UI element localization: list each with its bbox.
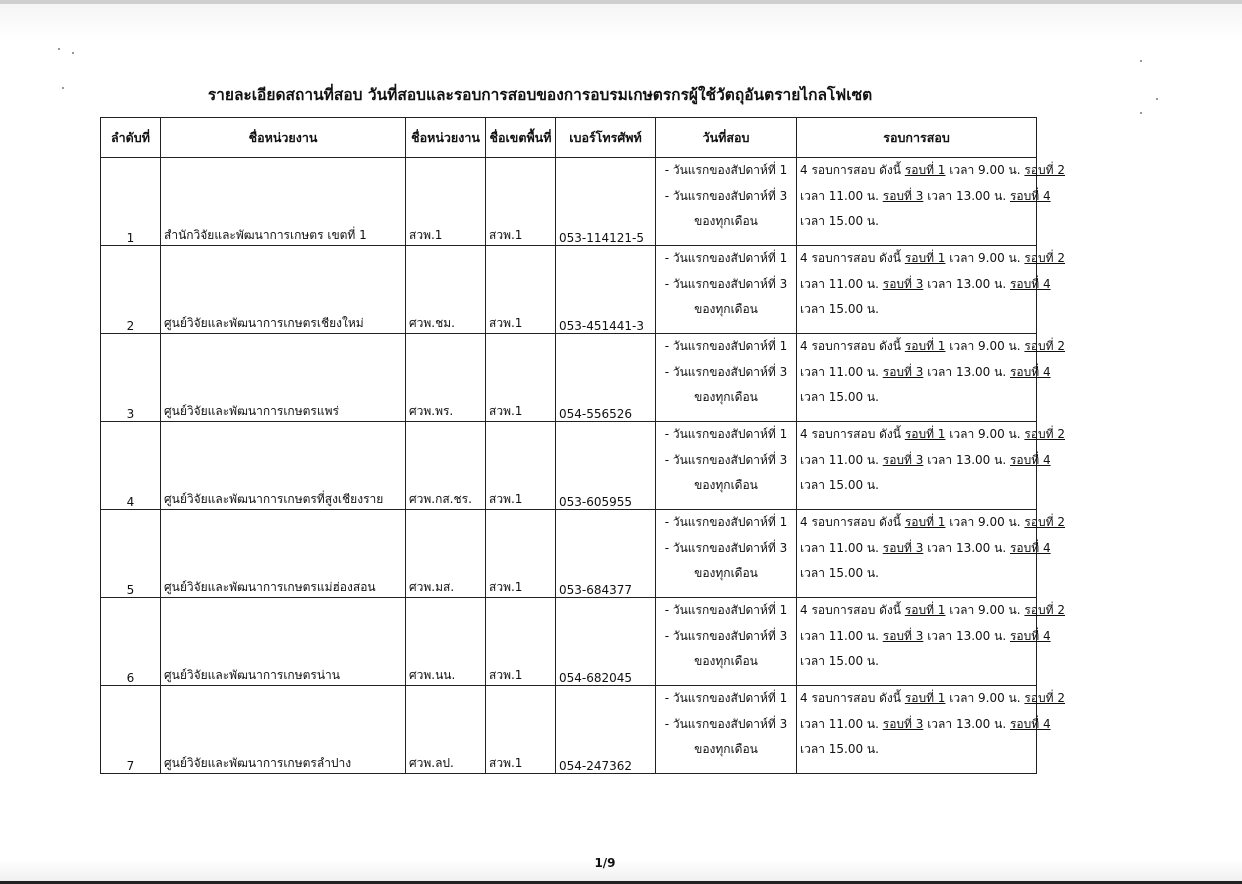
row-number: 5 xyxy=(101,510,161,598)
round-4-time: เวลา 15.00 น. xyxy=(800,478,879,492)
scan-speck xyxy=(58,48,60,50)
rounds-intro: 4 รอบการสอบ ดังนี้ xyxy=(800,515,905,529)
agency-abbr: ศวพ.ลป. xyxy=(406,686,486,774)
round-2-label: รอบที่ 2 xyxy=(1024,163,1066,177)
rounds-line-3 xyxy=(800,385,1033,411)
table-row xyxy=(101,510,1037,598)
exam-schedule-table xyxy=(100,117,1066,774)
rounds-line-1 xyxy=(800,510,1066,536)
agency-name: ศูนย์วิจัยและพัฒนาการเกษตรแม่ฮ่องสอน xyxy=(161,510,406,598)
round-1-time: เวลา 9.00 น. xyxy=(945,427,1025,441)
exam-date-line: - วันแรกของสัปดาห์ที่ 1 xyxy=(664,427,788,441)
round-4-label: รอบที่ 4 xyxy=(1009,364,1051,379)
round-1-time: เวลา 9.00 น. xyxy=(945,251,1025,265)
exam-date-line: - วันแรกของสัปดาห์ที่ 1 xyxy=(664,603,788,617)
rounds-line-2 xyxy=(800,712,1051,738)
round-1-label: รอบที่ 1 xyxy=(904,515,946,529)
rounds-line-1 xyxy=(800,598,1066,624)
rounds-line-1 xyxy=(800,334,1066,360)
round-2-label: รอบที่ 2 xyxy=(1024,603,1066,617)
phone-number: 053-114121-5 xyxy=(556,158,656,246)
zone-name: สวพ.1 xyxy=(486,598,556,686)
rounds-line-3 xyxy=(800,297,1033,323)
round-4-time: เวลา 15.00 น. xyxy=(800,742,879,756)
round-3-time: เวลา 13.00 น. xyxy=(923,188,1010,203)
row-number: 4 xyxy=(101,422,161,510)
round-2-time: เวลา 11.00 น. xyxy=(800,188,883,203)
agency-abbr: สวพ.1 xyxy=(406,158,486,246)
rounds-intro: 4 รอบการสอบ ดังนี้ xyxy=(800,603,905,617)
agency-abbr: ศวพ.พร. xyxy=(406,334,486,422)
table-row xyxy=(101,686,1037,774)
exam-rounds xyxy=(797,334,1066,422)
exam-date-line: - วันแรกของสัปดาห์ที่ 1 xyxy=(664,691,788,705)
row-number: 7 xyxy=(101,686,161,774)
table-row xyxy=(101,158,1037,246)
exam-date xyxy=(656,158,797,246)
round-3-time: เวลา 13.00 น. xyxy=(923,628,1010,643)
rounds-line-1 xyxy=(800,686,1066,712)
exam-rounds xyxy=(797,510,1066,598)
exam-rounds xyxy=(797,598,1066,686)
exam-date-line: - วันแรกของสัปดาห์ที่ 3 xyxy=(664,276,788,291)
exam-rounds xyxy=(797,246,1066,334)
header-agency: ชื่อหน่วยงาน xyxy=(161,118,406,158)
round-2-label: รอบที่ 2 xyxy=(1024,691,1066,705)
table-row xyxy=(101,422,1037,510)
round-2-time: เวลา 11.00 น. xyxy=(800,540,883,555)
round-3-time: เวลา 13.00 น. xyxy=(923,540,1010,555)
round-3-time: เวลา 13.00 น. xyxy=(923,716,1010,731)
rounds-line-3 xyxy=(800,737,1033,763)
round-1-label: รอบที่ 1 xyxy=(904,163,946,177)
scan-speck xyxy=(1140,112,1142,114)
round-1-label: รอบที่ 1 xyxy=(904,603,946,617)
exam-rounds xyxy=(797,686,1066,774)
round-3-label: รอบที่ 3 xyxy=(882,716,924,731)
table-row xyxy=(101,246,1037,334)
exam-date-line: - วันแรกของสัปดาห์ที่ 3 xyxy=(664,364,788,379)
header-exam-date: วันที่สอบ xyxy=(656,118,797,158)
exam-date xyxy=(656,422,797,510)
zone-name: สวพ.1 xyxy=(486,686,556,774)
row-number: 3 xyxy=(101,334,161,422)
zone-name: สวพ.1 xyxy=(486,334,556,422)
document-title: รายละเอียดสถานที่สอบ วันที่สอบและรอบการสอบของการอบรมเกษตรกรผู้ใช้วัตถุอันตรายไกลโฟเซต xyxy=(207,86,873,104)
exam-date xyxy=(656,598,797,686)
round-1-label: รอบที่ 1 xyxy=(904,251,946,265)
exam-date-line: - วันแรกของสัปดาห์ที่ 1 xyxy=(664,251,788,265)
phone-number: 054-556526 xyxy=(556,334,656,422)
agency-name: ศูนย์วิจัยและพัฒนาการเกษตรเชียงใหม่ xyxy=(161,246,406,334)
row-number: 2 xyxy=(101,246,161,334)
header-no: ลำดับที่ xyxy=(101,118,161,158)
rounds-line-2 xyxy=(800,448,1051,474)
exam-date-line: ของทุกเดือน xyxy=(694,742,758,756)
exam-date-line: ของทุกเดือน xyxy=(694,654,758,668)
exam-date-line: - วันแรกของสัปดาห์ที่ 3 xyxy=(664,188,788,203)
round-4-time: เวลา 15.00 น. xyxy=(800,302,879,316)
round-2-time: เวลา 11.00 น. xyxy=(800,716,883,731)
agency-abbr: ศวพ.นน. xyxy=(406,598,486,686)
exam-rounds xyxy=(797,158,1066,246)
rounds-line-1 xyxy=(800,246,1066,272)
round-2-label: รอบที่ 2 xyxy=(1024,427,1066,441)
rounds-intro: 4 รอบการสอบ ดังนี้ xyxy=(800,427,905,441)
agency-name: ศูนย์วิจัยและพัฒนาการเกษตรลำปาง xyxy=(161,686,406,774)
zone-name: สวพ.1 xyxy=(486,510,556,598)
round-2-label: รอบที่ 2 xyxy=(1024,339,1066,353)
phone-number: 053-605955 xyxy=(556,422,656,510)
round-4-label: รอบที่ 4 xyxy=(1009,540,1051,555)
rounds-line-2 xyxy=(800,624,1051,650)
header-agency-abbr: ชื่อหน่วยงาน xyxy=(406,118,486,158)
row-number: 1 xyxy=(101,158,161,246)
zone-name: สวพ.1 xyxy=(486,158,556,246)
round-1-label: รอบที่ 1 xyxy=(904,691,946,705)
round-3-label: รอบที่ 3 xyxy=(882,540,924,555)
round-4-time: เวลา 15.00 น. xyxy=(800,214,879,228)
round-4-time: เวลา 15.00 น. xyxy=(800,566,879,580)
phone-number: 054-247362 xyxy=(556,686,656,774)
rounds-intro: 4 รอบการสอบ ดังนี้ xyxy=(800,691,905,705)
rounds-line-2 xyxy=(800,272,1051,298)
header-zone: ชื่อเขตพื้นที่ xyxy=(486,118,556,158)
exam-rounds xyxy=(797,422,1066,510)
scan-speck xyxy=(62,87,64,89)
exam-date-line: - วันแรกของสัปดาห์ที่ 3 xyxy=(664,628,788,643)
round-4-label: รอบที่ 4 xyxy=(1009,276,1051,291)
round-4-time: เวลา 15.00 น. xyxy=(800,390,879,404)
round-4-label: รอบที่ 4 xyxy=(1009,716,1051,731)
exam-date-line: ของทุกเดือน xyxy=(694,566,758,580)
rounds-line-3 xyxy=(800,649,1033,675)
agency-abbr: ศวพ.กส.ชร. xyxy=(406,422,486,510)
table-header-row xyxy=(101,118,1037,158)
scan-speck xyxy=(72,52,74,54)
round-4-label: รอบที่ 4 xyxy=(1009,628,1051,643)
round-1-label: รอบที่ 1 xyxy=(904,339,946,353)
zone-name: สวพ.1 xyxy=(486,246,556,334)
agency-abbr: ศวพ.มส. xyxy=(406,510,486,598)
rounds-line-3 xyxy=(800,209,1033,235)
table-row xyxy=(101,334,1037,422)
rounds-line-3 xyxy=(800,473,1033,499)
round-1-time: เวลา 9.00 น. xyxy=(945,163,1025,177)
exam-date-line: - วันแรกของสัปดาห์ที่ 3 xyxy=(664,716,788,731)
round-2-time: เวลา 11.00 น. xyxy=(800,452,883,467)
exam-date-line: - วันแรกของสัปดาห์ที่ 1 xyxy=(664,515,788,529)
round-2-time: เวลา 11.00 น. xyxy=(800,628,883,643)
round-1-time: เวลา 9.00 น. xyxy=(945,691,1025,705)
round-2-label: รอบที่ 2 xyxy=(1024,515,1066,529)
header-rounds: รอบการสอบ xyxy=(797,118,1037,158)
phone-number: 053-451441-3 xyxy=(556,246,656,334)
rounds-line-2 xyxy=(800,536,1051,562)
phone-number: 054-682045 xyxy=(556,598,656,686)
agency-name: สำนักวิจัยและพัฒนาการเกษตร เขตที่ 1 xyxy=(161,158,406,246)
round-2-time: เวลา 11.00 น. xyxy=(800,364,883,379)
exam-date-line: - วันแรกของสัปดาห์ที่ 1 xyxy=(664,339,788,353)
scan-speck xyxy=(1140,60,1142,62)
phone-number: 053-684377 xyxy=(556,510,656,598)
round-1-time: เวลา 9.00 น. xyxy=(945,603,1025,617)
round-4-label: รอบที่ 4 xyxy=(1009,188,1051,203)
page-number: 1/9 xyxy=(594,856,616,870)
header-phone: เบอร์โทรศัพท์ xyxy=(556,118,656,158)
exam-date-line: - วันแรกของสัปดาห์ที่ 3 xyxy=(664,540,788,555)
agency-name: ศูนย์วิจัยและพัฒนาการเกษตรน่าน xyxy=(161,598,406,686)
round-1-label: รอบที่ 1 xyxy=(904,427,946,441)
exam-date-line: - วันแรกของสัปดาห์ที่ 3 xyxy=(664,452,788,467)
row-number: 6 xyxy=(101,598,161,686)
exam-date xyxy=(656,686,797,774)
exam-date-line: ของทุกเดือน xyxy=(694,214,758,228)
round-3-label: รอบที่ 3 xyxy=(882,188,924,203)
rounds-line-1 xyxy=(800,158,1066,184)
zone-name: สวพ.1 xyxy=(486,422,556,510)
scan-top-edge xyxy=(0,0,1242,4)
agency-abbr: ศวพ.ชม. xyxy=(406,246,486,334)
exam-date-line: ของทุกเดือน xyxy=(694,390,758,404)
round-3-time: เวลา 13.00 น. xyxy=(923,452,1010,467)
round-3-time: เวลา 13.00 น. xyxy=(923,276,1010,291)
round-3-label: รอบที่ 3 xyxy=(882,628,924,643)
exam-date xyxy=(656,334,797,422)
rounds-intro: 4 รอบการสอบ ดังนี้ xyxy=(800,251,905,265)
round-3-label: รอบที่ 3 xyxy=(882,452,924,467)
agency-name: ศูนย์วิจัยและพัฒนาการเกษตรที่สูงเชียงราย xyxy=(161,422,406,510)
round-4-time: เวลา 15.00 น. xyxy=(800,654,879,668)
exam-date xyxy=(656,510,797,598)
round-2-label: รอบที่ 2 xyxy=(1024,251,1066,265)
exam-date-line: ของทุกเดือน xyxy=(694,478,758,492)
round-1-time: เวลา 9.00 น. xyxy=(945,515,1025,529)
exam-date-line: - วันแรกของสัปดาห์ที่ 1 xyxy=(664,163,788,177)
rounds-line-1 xyxy=(800,422,1066,448)
round-1-time: เวลา 9.00 น. xyxy=(945,339,1025,353)
round-3-time: เวลา 13.00 น. xyxy=(923,364,1010,379)
table-row xyxy=(101,598,1037,686)
scan-speck xyxy=(1156,98,1158,100)
round-3-label: รอบที่ 3 xyxy=(882,364,924,379)
exam-date xyxy=(656,246,797,334)
rounds-line-3 xyxy=(800,561,1033,587)
round-3-label: รอบที่ 3 xyxy=(882,276,924,291)
exam-date-line: ของทุกเดือน xyxy=(694,302,758,316)
round-4-label: รอบที่ 4 xyxy=(1009,452,1051,467)
agency-name: ศูนย์วิจัยและพัฒนาการเกษตรแพร่ xyxy=(161,334,406,422)
rounds-intro: 4 รอบการสอบ ดังนี้ xyxy=(800,339,905,353)
rounds-intro: 4 รอบการสอบ ดังนี้ xyxy=(800,163,905,177)
rounds-line-2 xyxy=(800,360,1051,386)
round-2-time: เวลา 11.00 น. xyxy=(800,276,883,291)
rounds-line-2 xyxy=(800,184,1051,210)
